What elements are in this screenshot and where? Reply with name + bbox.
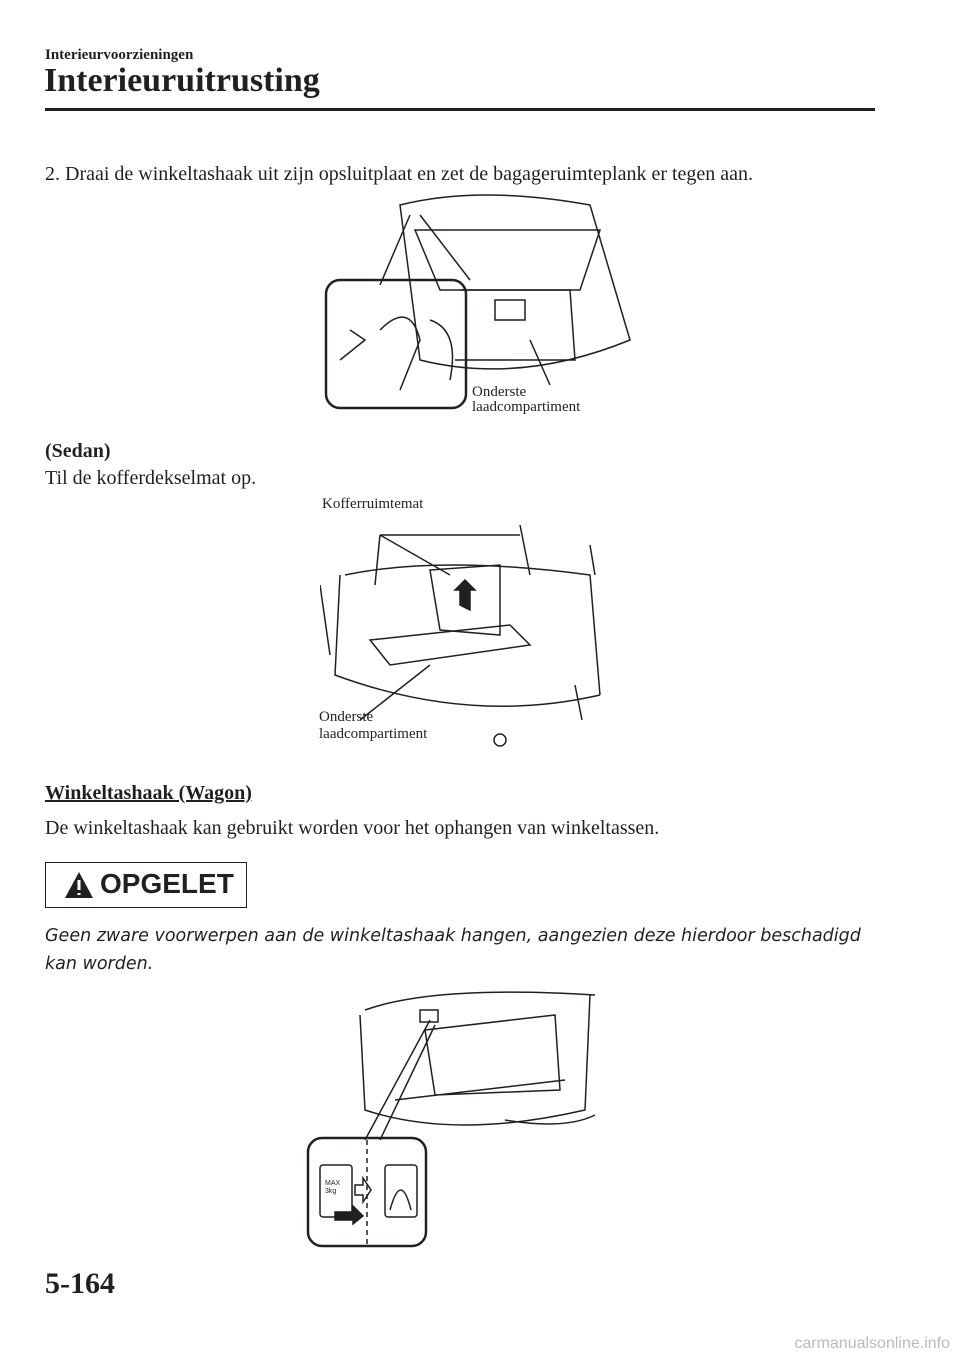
section-label: Interieurvoorzieningen xyxy=(45,47,194,63)
title-rule xyxy=(45,108,875,111)
sedan-heading: (Sedan) xyxy=(45,440,111,462)
footer-watermark: carmanualsonline.info xyxy=(794,1335,950,1352)
hook-heading: Winkeltashaak (Wagon) xyxy=(45,782,252,804)
page-title: Interieuruitrusting xyxy=(44,62,320,99)
warning-icon xyxy=(64,871,94,899)
sedan-text: Til de kofferdekselmat op. xyxy=(45,467,257,489)
shopping-hook-illustration xyxy=(305,990,605,1250)
hook-text: De winkeltashaak kan gebruikt worden voor het ophangen van winkeltassen. xyxy=(45,817,660,839)
caution-box xyxy=(45,862,247,908)
max-label: MAX xyxy=(325,1180,341,1187)
fig2-label-line2: laadcompartiment xyxy=(319,726,428,742)
weight-label: 3kg xyxy=(325,1188,337,1195)
page-number: 5-164 xyxy=(45,1267,115,1300)
wagon-cargo-illustration xyxy=(320,190,640,415)
fig1-label-line2: laadcompartiment xyxy=(472,399,581,415)
caution-label: OPGELET xyxy=(100,868,234,899)
fig2-label-line1: Onderste xyxy=(319,709,374,725)
max-weight-label xyxy=(325,1180,340,1196)
fig1-label-line1: Onderste xyxy=(472,384,527,400)
caution-text: Geen zware voorwerpen aan de winkeltashaak hangen, aangezien deze hierdoor beschadigd kan worden. xyxy=(45,926,861,974)
step-2-text: 2. Draai de winkeltashaak uit zijn opsluitplaat en zet de bagageruimteplank er tegen aan. xyxy=(45,163,754,185)
fig2-label-top: Kofferruimtemat xyxy=(322,496,424,512)
